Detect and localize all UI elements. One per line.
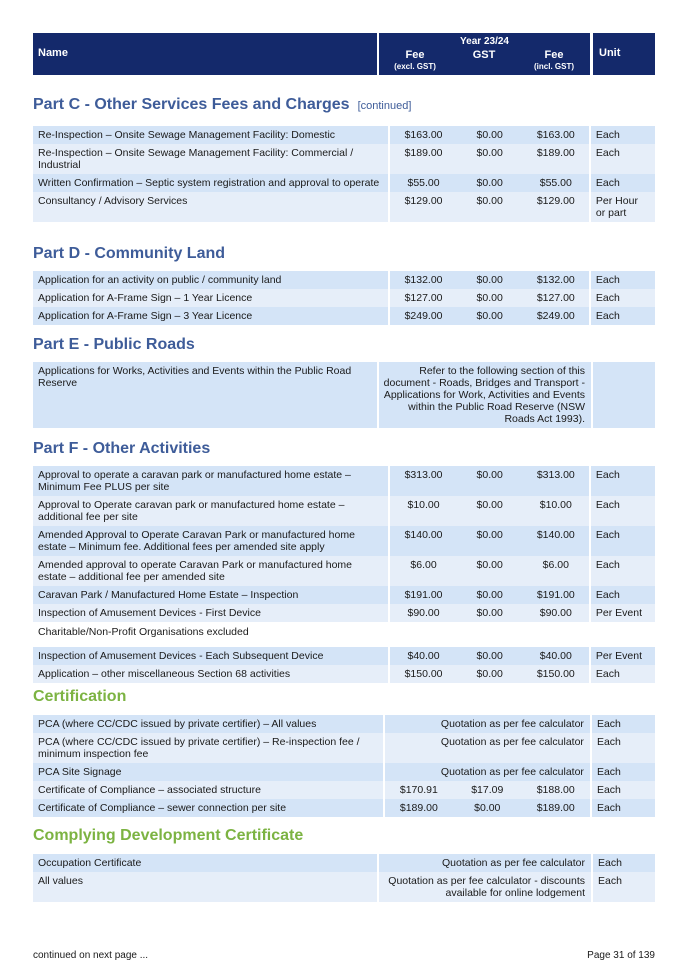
table-header <box>33 33 655 75</box>
fee-schedule-page <box>33 33 655 899</box>
table-row: PCA (where CC/CDC issued by private certifier) – Re-inspection fee / minimum inspection fee Quotation as per fee calculator Each <box>33 733 655 763</box>
table-row: Approval to operate a caravan park or manufactured home estate – Minimum Fee PLUS per site $313.00 $0.00 $313.00 Each <box>33 466 655 496</box>
table-row: Amended Approval to Operate Caravan Park or manufactured home estate – Minimum fee. Additional fees per amended site apply $140.00 $0.00 $140.00 Each <box>33 526 655 556</box>
header-fee-excl: Fee (excl. GST) <box>394 49 436 71</box>
page-number: Page 31 of 139 <box>587 950 655 961</box>
table-row: Re-Inspection – Onsite Sewage Management Facility: Commercial / Industrial $189.00 $0.00 $189.00 Each <box>33 144 655 174</box>
table-row: Consultancy / Advisory Services $129.00 $0.00 $129.00 Per Hour or part <box>33 192 655 222</box>
header-fee-incl: Fee (incl. GST) <box>534 49 574 71</box>
table-row: Approval to Operate caravan park or manufactured home estate – additional fee per site $10.00 $0.00 $10.00 Each <box>33 496 655 526</box>
table-row: Application – other miscellaneous Section 68 activities $150.00 $0.00 $150.00 Each <box>33 665 655 683</box>
section-title-part-c: Part C - Other Services Fees and Charges [continued] <box>33 96 412 113</box>
part-d-table <box>33 271 655 325</box>
header-unit-cell: Unit <box>593 33 655 75</box>
note-row: Charitable/Non-Profit Organisations excluded <box>33 622 655 647</box>
table-row: Caravan Park / Manufactured Home Estate – Inspection $191.00 $0.00 $191.00 Each <box>33 586 655 604</box>
part-e-table <box>33 362 655 428</box>
table-row: Certificate of Compliance – associated structure $170.91 $17.09 $188.00 Each <box>33 781 655 799</box>
header-year: Year 23/24 <box>460 36 509 47</box>
table-row: Amended approval to operate Caravan Park or manufactured home estate – additional fee per amended site $6.00 $0.00 $6.00 Each <box>33 556 655 586</box>
table-row: PCA (where CC/CDC issued by private certifier) – All values Quotation as per fee calculator Each <box>33 715 655 733</box>
table-row: Certificate of Compliance – sewer connection per site $189.00 $0.00 $189.00 Each <box>33 799 655 817</box>
table-row: Re-Inspection – Onsite Sewage Management Facility: Domestic $163.00 $0.00 $163.00 Each <box>33 126 655 144</box>
section-title-cdc: Complying Development Certificate <box>33 827 304 844</box>
header-gst: GST <box>472 49 496 61</box>
table-row: PCA Site Signage Quotation as per fee calculator Each <box>33 763 655 781</box>
table-row: All values Quotation as per fee calculator - discounts available for online lodgement Each <box>33 872 655 902</box>
section-title-part-f: Part F - Other Activities <box>33 440 211 457</box>
table-row: Occupation Certificate Quotation as per fee calculator Each <box>33 854 655 872</box>
table-row: Inspection of Amusement Devices - First Device $90.00 $0.00 $90.00 Per Event <box>33 604 655 622</box>
part-c-table <box>33 126 655 222</box>
header-year-cell <box>379 33 590 75</box>
section-title-certification: Certification <box>33 688 127 705</box>
table-row: Application for A-Frame Sign – 1 Year Licence $127.00 $0.00 $127.00 Each <box>33 289 655 307</box>
certification-table <box>33 715 655 817</box>
part-f-table <box>33 466 655 683</box>
header-name-cell: Name <box>33 33 377 75</box>
table-row: Inspection of Amusement Devices - Each Subsequent Device $40.00 $0.00 $40.00 Per Event <box>33 647 655 665</box>
table-row: Applications for Works, Activities and Events within the Public Road Reserve Refer to the following section of this document - Roads, Bridges and Transport - Applications for Work, Activities and Events within the Public Road Reserve (NSW Roads Act 1993). <box>33 362 655 428</box>
continued-footer: continued on next page ... <box>33 950 149 961</box>
section-title-part-e: Part E - Public Roads <box>33 336 195 353</box>
table-row: Application for an activity on public / community land $132.00 $0.00 $132.00 Each <box>33 271 655 289</box>
continued-label: [continued] <box>357 100 412 112</box>
table-row: Application for A-Frame Sign – 3 Year Licence $249.00 $0.00 $249.00 Each <box>33 307 655 325</box>
table-row: Written Confirmation – Septic system registration and approval to operate $55.00 $0.00 $55.00 Each <box>33 174 655 192</box>
section-title-part-d: Part D - Community Land <box>33 245 226 262</box>
cdc-table <box>33 854 655 902</box>
